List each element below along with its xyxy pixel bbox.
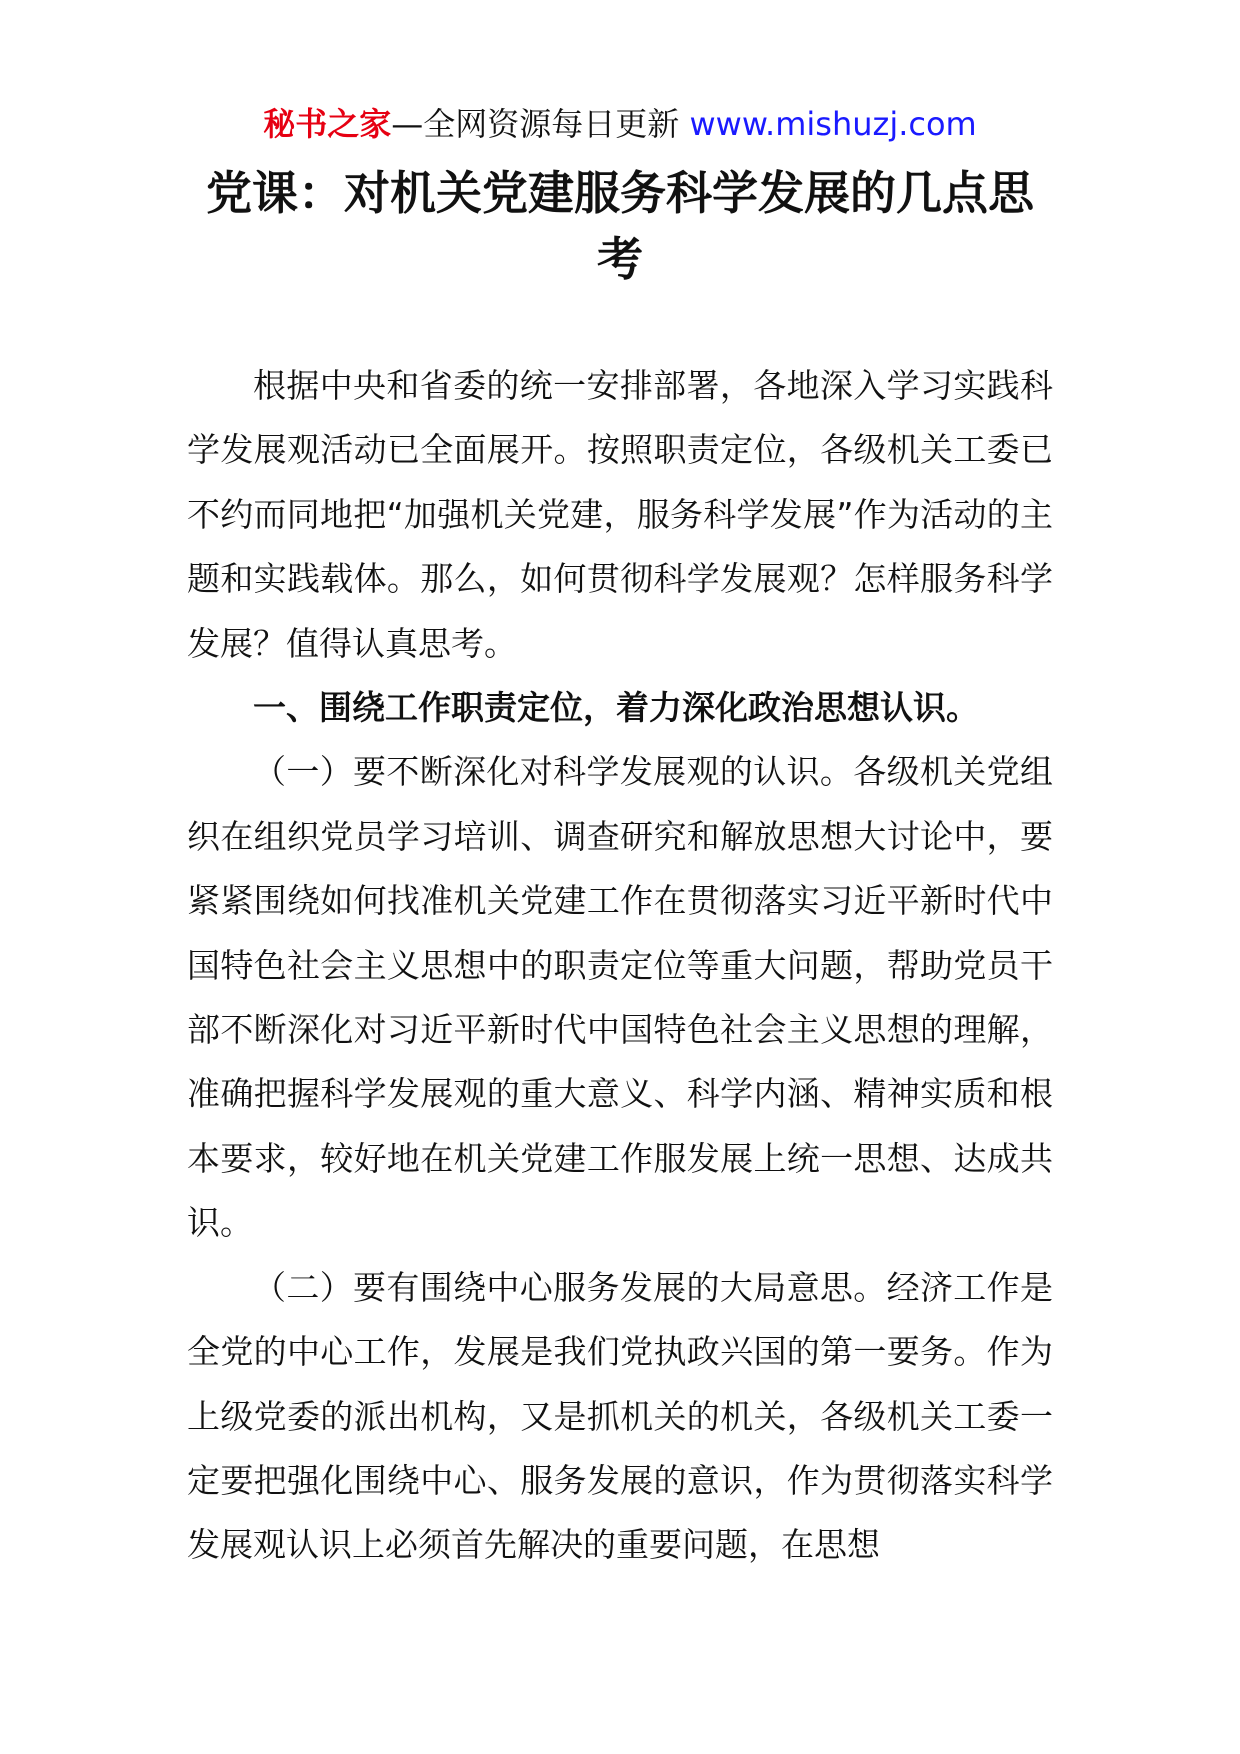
- brand-name: 秘书之家: [263, 105, 392, 143]
- header-slogan: —全网资源每日更新: [391, 105, 690, 143]
- document-body: [187, 354, 1053, 1578]
- subsection-paragraph-1: （一）要不断深化对科学发展观的认识。各级机关党组织在组织党员学习培训、调查研究和解放思想大讨论中，要紧紧围绕如何找准机关党建工作在贯彻落实习近平新时代中国特色社会主义思想中的职责定位等重大问题，帮助党员干部不断深化对习近平新时代中国特色社会主义思想的理解，准确把握科学发展观的重大意义、科学内涵、精神实质和根本要求，较好地在机关党建工作服发展上统一思想、达成共识。: [187, 752, 1053, 1243]
- site-url-link[interactable]: www.mishuzj.com: [689, 105, 977, 143]
- source-header: [0, 100, 1240, 148]
- document-title: 党课：对机关党建服务科学发展的几点思考: [206, 166, 1034, 286]
- intro-paragraph: 根据中央和省委的统一安排部署，各地深入学习实践科学发展观活动已全面展开。按照职责定位，各级机关工委已不约而同地把“加强机关党建，服务科学发展”作为活动的主题和实践载体。那么，如何贯彻科学发展观？怎样服务科学发展？值得认真思考。: [187, 366, 1053, 663]
- section-heading-1: 一、围绕工作职责定位，着力深化政治思想认识。: [253, 688, 979, 728]
- subsection-paragraph-2: （二）要有围绕中心服务发展的大局意思。经济工作是全党的中心工作，发展是我们党执政兴国的第一要务。作为上级党委的派出机构，又是抓机关的机关，各级机关工委一定要把强化围绕中心、服务发展的意识，作为贯彻落实科学发展观认识上必须首先解决的重要问题，在思想: [187, 1267, 1053, 1565]
